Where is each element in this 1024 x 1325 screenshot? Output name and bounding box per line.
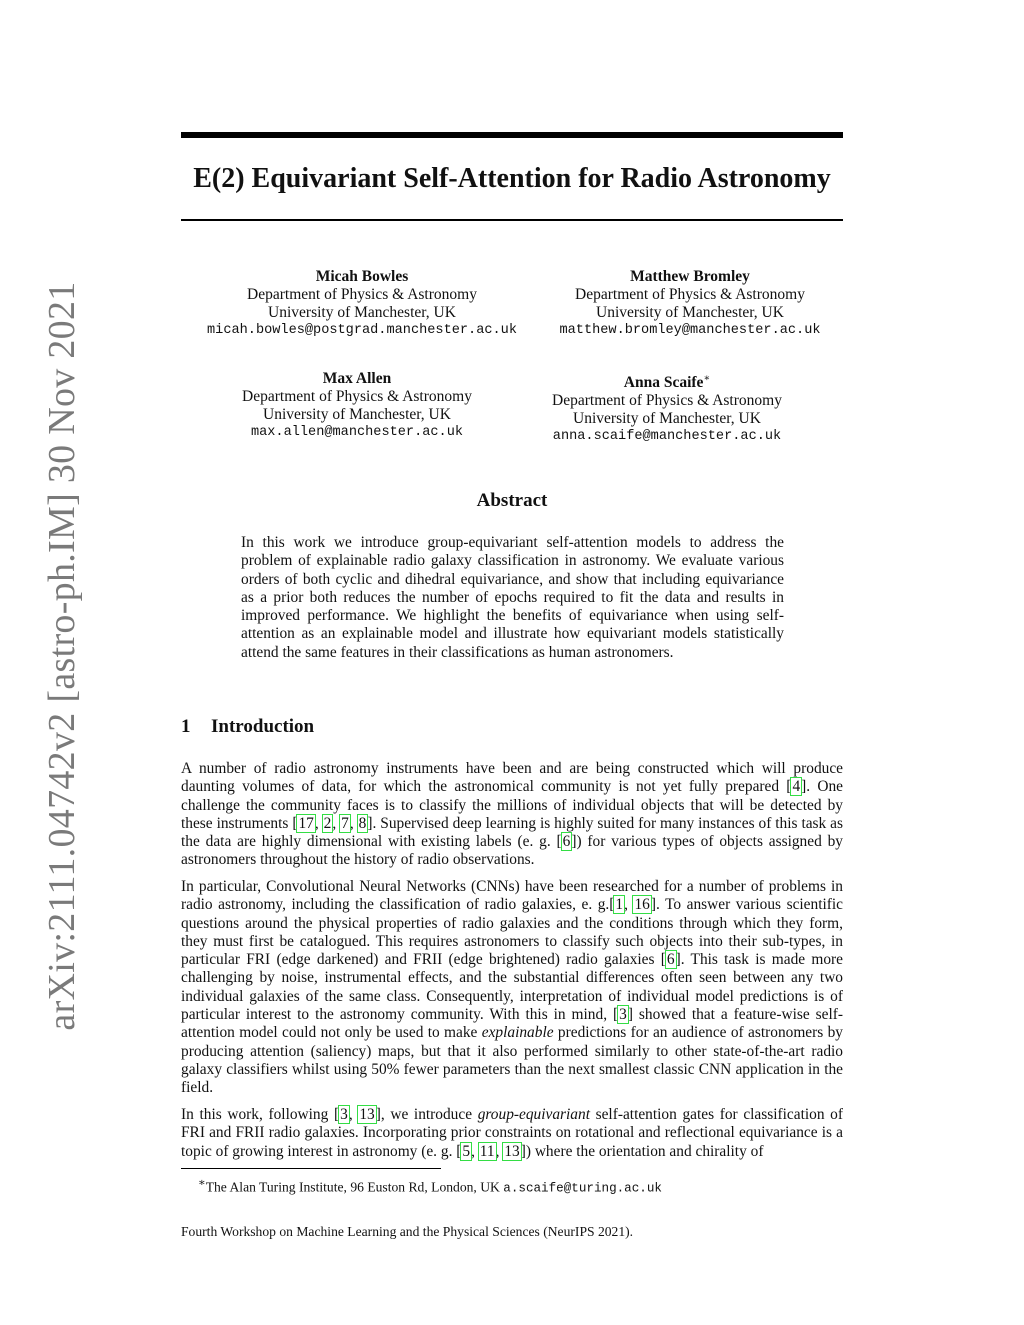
author-univ: University of Manchester, UK	[268, 304, 456, 321]
citation-link[interactable]: 11	[479, 1142, 495, 1160]
text-run: self-attention gates for classification of FRI and FRII radio galaxies. Incorporating prior constraints on rotational and reflectional equivariance is a topic of growing interest in astronomy (e. g. [	[181, 1106, 843, 1160]
paragraph-1: A number of radio astronomy instruments have been and are being constructed which will produce daunting volumes of data, for which the astronomical community is not yet fully prepared [4]. One challenge the community faces is to classify the millions of individual objects that will be detected by these instruments [17, 2, 7, 8]. Supervised deep learning is highly suited for many instances of this task as the data are highly dimensional with existing labels (e. g. [6]) for various types of objects assigned by astronomers throughout the history of radio observations.	[181, 760, 844, 869]
citation-link[interactable]: 3	[340, 1106, 348, 1123]
author-email[interactable]: anna.scaife@manchester.ac.uk	[552, 429, 782, 445]
text-run: A number of radio astronomy instruments have been and are being constructed which will produce daunting volumes of data, for which the astronomical community is not yet fully prepared [	[181, 760, 843, 796]
citation-link[interactable]: 8	[358, 814, 367, 832]
author-name: Matthew Bromley	[630, 268, 750, 285]
author-name-text: Anna Scaife	[623, 374, 704, 392]
footnote-rule	[181, 1168, 441, 1169]
citation-link[interactable]: 16	[634, 896, 650, 914]
abstract-heading: Abstract	[476, 490, 548, 511]
arxiv-id[interactable]: arXiv:2111.04742v2 [astro-ph.IM] 30 Nov 2021	[41, 281, 83, 1031]
author-name: Max Allen	[322, 370, 392, 387]
citation-link[interactable]: 13	[359, 1106, 375, 1123]
author-dept: Department of Physics & Astronomy	[575, 286, 805, 303]
emphasis: explainable	[481, 1024, 554, 1042]
author-dept: Department of Physics & Astronomy	[242, 388, 472, 405]
citation-link[interactable]: 6	[666, 951, 675, 969]
text-run: ]. This task is made more challenging by noise, instrumental effects, and the substantial differences often seen between any two individual galaxies of the same class. Consequently, interpretation of individual model predictions is of particular interest to the astronomy community. With this in mind, [	[181, 951, 843, 1024]
citation-link[interactable]: 2	[323, 814, 332, 832]
footnote-mark: ∗	[198, 1177, 206, 1189]
citation-link[interactable]: 3	[619, 1006, 627, 1024]
author-univ: University of Manchester, UK	[573, 410, 761, 428]
author-block-4	[487, 370, 847, 446]
citation-link[interactable]: 6	[562, 833, 571, 851]
section-title: Introduction	[211, 716, 315, 737]
author-dept: Department of Physics & Astronomy	[552, 392, 782, 410]
text-run: In particular, Convolutional Neural Networks (CNNs) have been researched for a number of problems in radio astronomy, including the classification of radio galaxies, e. g.[	[181, 878, 843, 914]
text-run: ], we introduce	[375, 1106, 478, 1123]
citation-link[interactable]: 4	[792, 778, 801, 796]
citation-link[interactable]: 13	[504, 1142, 520, 1160]
author-univ: University of Manchester, UK	[596, 304, 784, 321]
section-heading	[181, 716, 843, 738]
venue-line: Fourth Workshop on Machine Learning and the Physical Sciences (NeurIPS 2021).	[181, 1224, 634, 1239]
title-rule-bottom	[181, 219, 843, 221]
paragraph-2: In particular, Convolutional Neural Networks (CNNs) have been researched for a number of problems in radio astronomy, including the classification of radio galaxies, e. g.[1, 16]. To answer various scientific questions around the physical properties of radio galaxies and the conditions through which they form, they must first be catalogued. This requires astronomers to classify such objects into their sub-types, in particular FRI (edge darkened) and FRII (edge brightened) radio galaxies [6]. This task is made more challenging by noise, instrumental effects, and the substantial differences often seen between any two individual galaxies of the same class. Consequently, interpretation of individual model predictions is of particular interest to the astronomy community. With this in mind, [3] showed that a feature-wise self-attention model could not only be used to make explainable predictions for an audience of astronomers by producing attention (saliency) maps, but that it also performed similarly to other state-of-the-art radio galaxy classifiers whilst using 50% fewer parameters than the next smallest classic CNN application in the field.	[181, 878, 843, 1097]
paragraph-3: In this work, following [3, 13], we introduce group-equivariant self-attention gates for classification of FRI and FRII radio galaxies. Incorporating prior constraints on rotational and reflectional equivariance is a topic of growing interest in astronomy (e. g. [5, 11, 13]) where the orientation and chirality of	[181, 1106, 843, 1160]
author-dept: Department of Physics & Astronomy	[247, 286, 477, 303]
text-run: ] showed that a feature-wise self-attention model could not only be used to make	[181, 1006, 843, 1042]
citation-link[interactable]: 1	[615, 896, 624, 914]
author-name	[487, 370, 847, 392]
author-block-2	[510, 268, 870, 340]
citation-link[interactable]: 17	[298, 814, 314, 832]
emphasis: group-equivariant	[477, 1106, 590, 1123]
footnote-text: The Alan Turing Institute, 96 Euston Rd, London, UK	[205, 1179, 504, 1195]
footnote	[198, 1175, 843, 1197]
citation-link[interactable]: 7	[341, 814, 349, 832]
text-run: ]. To answer various scientific questions around the physical properties of radio galaxies and the conditions through which they form, they must first be catalogued. This requires astronomers to classify such objects into their sub-types, in particular FRI (edge darkened) and FRII (edge brightened) radio galaxies [	[181, 896, 843, 969]
title-rule-top	[181, 132, 843, 138]
text-run: predictions for an audience of astronomers by producing attention (saliency) maps, but that it also performed similarly to other state-of-the-art radio galaxy classifiers whilst using 50% fewer parameters than the next smallest classic CNN application in the field.	[181, 1024, 843, 1097]
author-email[interactable]: micah.bowles@postgrad.manchester.ac.uk	[207, 323, 517, 338]
footnote-mark[interactable]: ∗	[703, 373, 711, 384]
text-run: ]) where the orientation and chirality of	[520, 1142, 764, 1160]
text-run: ]) for various types of objects assigned by astronomers throughout the history of radio observations.	[181, 833, 844, 869]
abstract-text: In this work we introduce group-equivariant self-attention models to address the problem of explainable radio galaxy classification in astronomy. We evaluate various orders of both cyclic and dihedral equivariance, and show that including equivariance as a prior both reduces the number of epochs required to fit the data and results in improved performance. We highlight the benefits of equivariance when using self-attention as an explainable model and illustrate how equivariant models statistically attend the same features in their classifications as human astronomers.	[241, 534, 784, 661]
text-run: In this work, following [	[181, 1106, 340, 1123]
author-email[interactable]: max.allen@manchester.ac.uk	[250, 425, 464, 440]
text-run: ]. Supervised deep learning is highly suited for many instances of this task as the data are highly dimensional with existing labels (e. g. [	[181, 814, 844, 851]
footnote-email[interactable]: a.scaife@turing.ac.uk	[503, 1181, 662, 1196]
citation-link[interactable]: 5	[462, 1142, 471, 1160]
author-name: Micah Bowles	[315, 268, 409, 285]
text-run: ]. One challenge the community faces is to classify the millions of individual objects that will be detected by these instruments [	[181, 778, 843, 832]
author-block-1	[182, 268, 542, 340]
paper-title: E(2) Equivariant Self-Attention for Radio Astronomy	[193, 163, 831, 194]
section-number: 1	[181, 716, 191, 737]
author-univ: University of Manchester, UK	[263, 406, 451, 423]
author-block-3	[177, 370, 537, 442]
author-email[interactable]: matthew.bromley@manchester.ac.uk	[559, 323, 821, 338]
